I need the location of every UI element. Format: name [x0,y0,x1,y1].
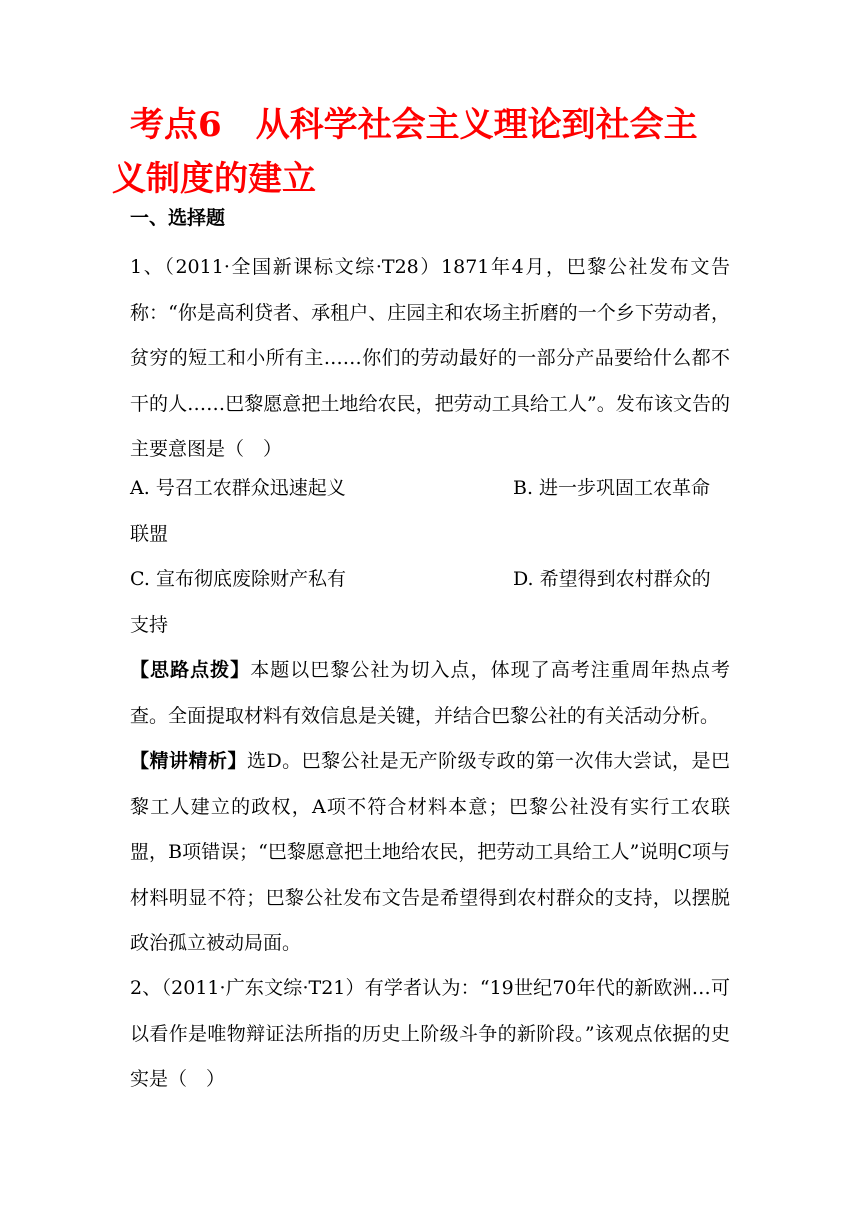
question-1-stem: 1、（2011·全国新课标文综·T28）1871年4月，巴黎公社发布文告称：“你是高利贷者、承租户、庄园主和农场主折磨的一个乡下劳动者，贫穷的短工和小所有主……你们的劳动最好的一部分产品要给什么都不干的人……巴黎愿意把土地给农民，把劳动工具给工人”。发布该文告的主要意图是（ ） [130,256,730,460]
question-2-stem: 2、（2011·广东文综·T21）有学者认为：“19世纪70年代的新欧洲…可以看作是唯物辩证法所指的历史上阶级斗争的新阶段。”该观点依据的史实是（ ） [130,977,730,1090]
question-1-options-cd [130,557,730,602]
option-c: C. 宣布彻底废除财产私有 [130,568,346,590]
option-d: D. 希望得到农村群众的 [513,568,711,590]
page-title: 考点6 从科学社会主义理论到社会主义制度的建立 [112,105,698,199]
option-a: A. 号召工农群众迅速起义 [130,477,346,499]
hint-label: 【思路点拨】 [130,659,251,681]
section-heading: 一、选择题 [130,207,226,229]
analysis-label: 【精讲精析】 [130,750,247,772]
option-b: B. 进一步巩固工农革命 [513,477,711,499]
analysis-text: 选D。巴黎公社是无产阶级专政的第一次伟大尝试，是巴黎工人建立的政权，A项不符合材料本意；巴黎公社没有实行工农联盟，B项错误；“巴黎愿意把土地给农民，把劳动工具给工人”说明C项与材料明显不符；巴黎公社发布文告是希望得到农村群众的支持，以摆脱政治孤立被动局面。 [130,750,730,954]
option-b-continued: 联盟 [130,523,169,545]
option-d-continued: 支持 [130,614,169,636]
hint-text: 本题以巴黎公社为切入点，体现了高考注重周年热点考查。全面提取材料有效信息是关键，并结合巴黎公社的有关活动分析。 [130,659,730,727]
analysis-paragraph [130,739,730,967]
hint-paragraph [130,648,730,739]
question-1-options-ab [130,466,730,511]
